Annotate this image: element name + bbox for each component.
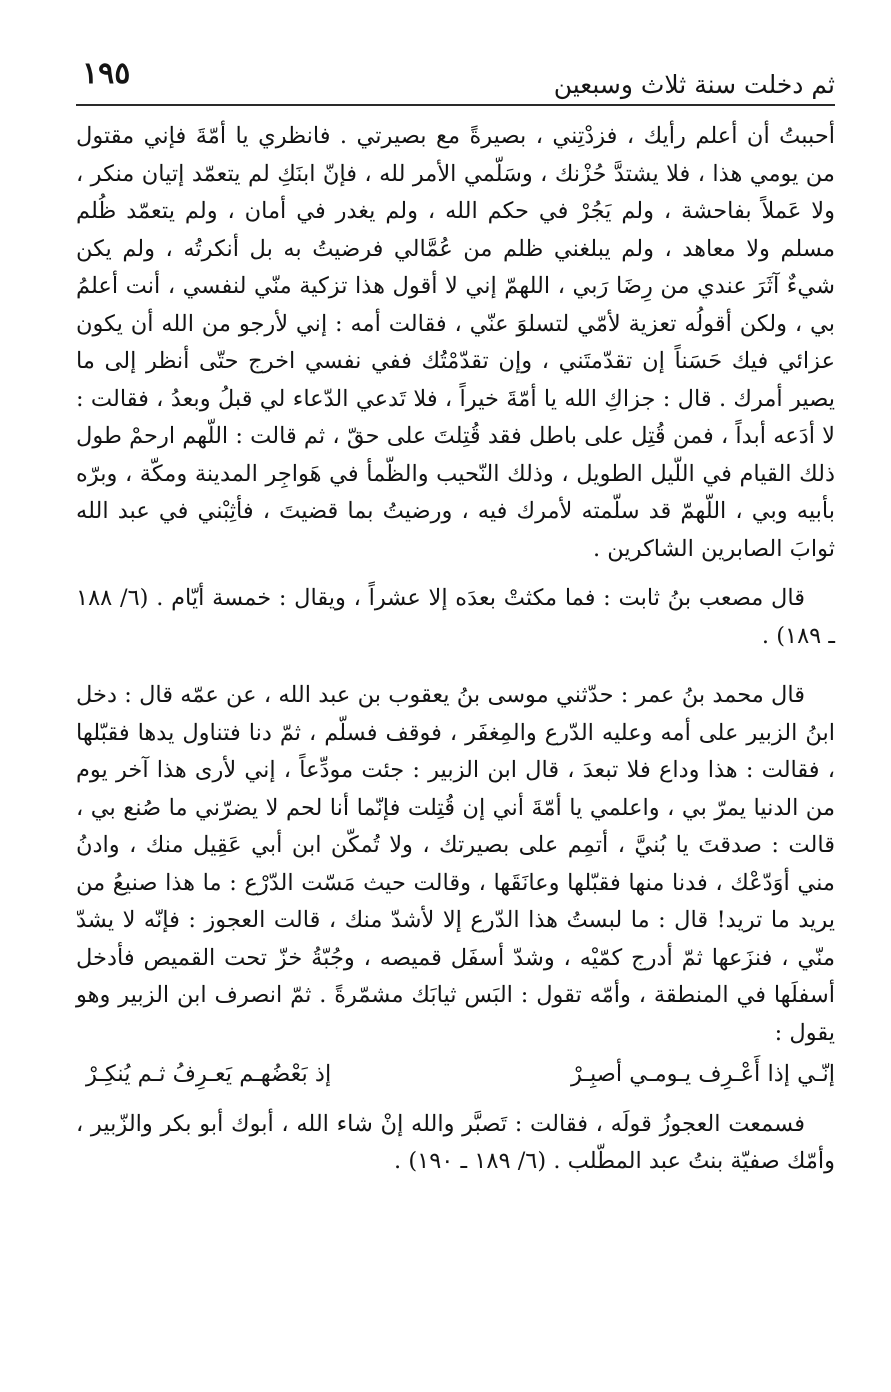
body-text (76, 118, 835, 1181)
paragraph-final (76, 1106, 835, 1181)
citation-2: (٦/ ١٨٩ ـ ١٩٠) . (394, 1148, 547, 1174)
paragraph-final-text: فسمعت العجوزُ قولَه ، فقالت : تَصبَّر والله إنْ شاء الله ، أبوك أبو بكر والزّبير ، وأمّك صفيّة بنتُ عبد المطّلب . (76, 1110, 835, 1174)
paragraph-muhammad: قال محمد بنُ عمر : حدّثني موسى بنُ يعقوب بن عبد الله ، عن عمّه قال : دخل ابنُ الزبير على أمه وعليه الدّرع والمِغفَر ، فوقف فسلّم ، ثمّ دنا فتناول يدها فقبّلها ، فقالت : هذا وداع فلا تبعدَ ، قال ابن الزبير : جئت مودِّعاً ، إني لأرى هذا آخر يوم من الدنيا يمرّ بي ، واعلمي يا أمّةَ أني إن قُتِلت فإنّما أنا لحم لا يضرّني ما صُنع بي ، قالت : صدقتَ يا بُنيَّ ، أتمِم على بصيرتك ، ولا تُمكّن ابن أبي عَقِيل منك ، وادنُ مني أوَدّعْك ، فدنا منها فقبّلها وعانَقَها ، وقالت حيث مَسّت الدّرْع : ما هذا صنيعُ من يريد ما تريد! قال : ما لبستُ هذا الدّرع إلا لأشدّ منك ، قالت العجوز : فإنّه لا يشدّ منّي ، فنزَعها ثمّ أدرج كمّيْه ، وشدّ أسفَل قميصه ، وجُبّةُ خزّ تحت القميص فأدخل أسفلَها في المنطقة ، وأمّه تقول : البَس ثيابَك مشمّرةً . ثمّ انصرف ابن الزبير وهو يقول : (76, 682, 835, 1046)
poem-hemistich-second: إذ بَعْضُهـم يَعـرِفُ ثـم يُنكِـرْ (86, 1061, 332, 1087)
paragraph-musab (76, 580, 835, 655)
paragraph-continued: أحببتُ أن أعلم رأيك ، فزدْتِني ، بصيرةً مع بصيرتي . فانظري يا أمّةَ فإني مقتول من يومي هذا ، فلا يشتدَّ حُزْنك ، وسَلّمي الأمر لله ، فإنّ ابنَكِ لم يتعمّد إتيان منكر ، ولا عَملاً بفاحشة ، ولم يَجُرْ في حكم الله ، ولم يغدر في أمان ، ولم يتعمّد ظُلم مسلم ولا معاهد ، ولم يبلغني ظلم من عُمَّالي فرضيتُ به بل أنكرتُه ، ولم يكن شيءٌ آثَرَ عندي من رِضَا رَبي ، اللهمّ إني لا أقول هذا تزكية منّي لنفسي ، أنت أعلمُ بي ، ولكن أقولُه تعزية لأمّي لتسلوَ عنّي ، فقالت أمه : إني لأرجو من الله أن يكون عزائي فيك حَسَناً إن تقدّمتَني ، وإن تقدّمْتُك ففي نفسي اخرج حتّى أنظر إلى ما يصير أمرك . قال : جزاكِ الله يا أمّةَ خيراً ، فلا تَدعي الدّعاء لي قبلُ وبعدُ ، فقالت : لا أدَعه أبداً ، فمن قُتِل على باطل فقد قُتِلتَ على حقّ ، ثم قالت : اللّهم ارحمْ طول ذلك القيام في اللّيل الطويل ، وذلك النّحيب والظّمأ في هَواجِر المدينة ومكّة ، وبرّه بأبيه وبي ، اللّهمّ قد سلّمته لأمرك فيه ، ورضيتُ بما قضيتَ ، فأثِبْني في عبد الله ثوابَ الصابرين الشاكرين . (76, 123, 835, 562)
poem-verse (76, 1056, 835, 1094)
paragraph-musab-text: قال مصعب بنُ ثابت : فما مكثتْ بعدَه إلا عشراً ، ويقال : خمسة أيّام . (156, 585, 805, 611)
poem-hemistich-first: إنّـي إذا أَعْـرِف يـومـي أصبِـرْ (570, 1061, 835, 1087)
header-rule (76, 104, 835, 106)
page-number: ١٩٥ (82, 56, 131, 91)
running-title: ثم دخلت سنة ثلاث وسبعين (553, 70, 835, 99)
page-header (76, 52, 835, 102)
citation-1: (٦/ ١٨٨ ـ ١٨٩) . (76, 585, 835, 649)
